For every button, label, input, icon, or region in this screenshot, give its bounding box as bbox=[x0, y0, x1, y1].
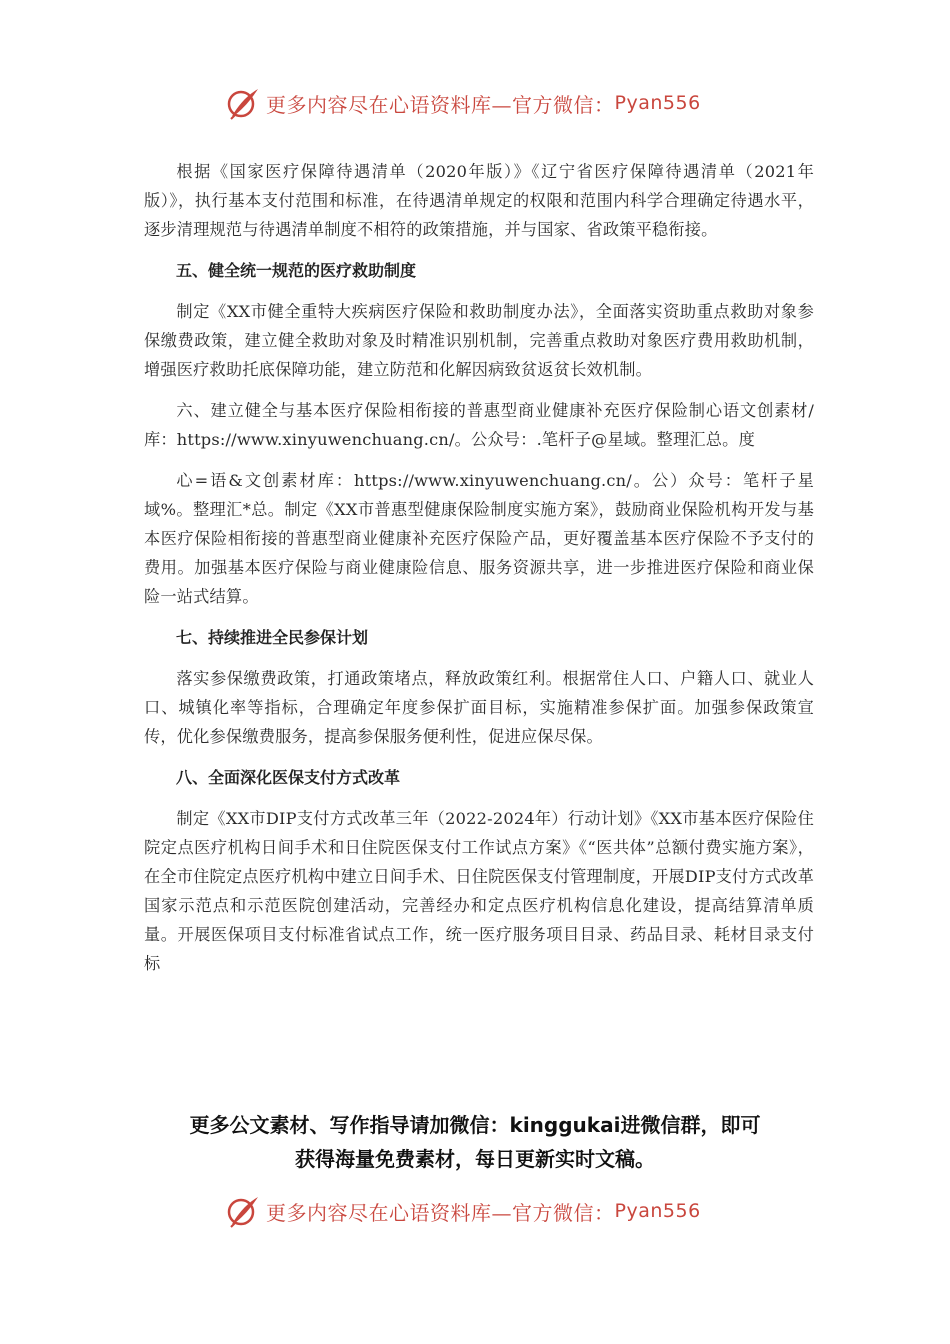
paragraph: 制定《XX市健全重特大疾病医疗保险和救助制度办法》，全面落实资助重点救助对象参保缴费政策，建立健全救助对象及时精准识别机制，完善重点救助对象医疗费用救助机制，增强医疗救助托底保障功能，建立防范和化解因病致贫返贫长效机制。 bbox=[144, 302, 814, 379]
banner-wechat-id: Pyan556 bbox=[614, 1200, 701, 1222]
section-heading-7: 七、持续推进全民参保计划 bbox=[176, 628, 369, 647]
promo-line-2: 获得海量免费素材，每日更新实时文稿。 bbox=[295, 1147, 655, 1171]
paragraph: 根据《国家医疗保障待遇清单（2020年版）》《辽宁省医疗保障待遇清单（2021年版）》，执行基本支付范围和标准，在待遇清单规定的权限和范围内科学合理确定待遇水平，逐步清理规范与待遇清单制度不相符的政策措施，并与国家、省政策平稳衔接。 bbox=[144, 162, 814, 239]
banner-text: 更多内容尽在心语资料库—官方微信： bbox=[266, 1200, 615, 1225]
quill-pen-logo-icon bbox=[226, 1194, 260, 1228]
section-heading-5: 五、健全统一规范的医疗救助制度 bbox=[176, 261, 417, 280]
section-heading-8: 八、全面深化医保支付方式改革 bbox=[176, 768, 401, 787]
paragraph: 制定《XX市DIP支付方式改革三年（2022-2024年）行动计划》《XX市基本医疗保险住院定点医疗机构日间手术和日住院医保支付工作试点方案》《“医共体”总额付费实施方案》，在全市住院定点医疗机构中建立日间手术、日住院医保支付管理制度，开展DIP支付方式改革国家示范点和示范医院创建活动，完善经办和定点医疗机构信息化建设，提高结算清单质量。开展医保项目支付标准省试点工作，统一医疗服务项目目录、药品目录、耗材目录支付标 bbox=[144, 809, 814, 973]
promo-line-1: 更多公文素材、写作指导请加微信：kinggukai进微信群，即可 bbox=[189, 1113, 761, 1137]
header-banner bbox=[226, 83, 701, 123]
paragraph: 心=语&文创素材库：https://www.xinyuwenchuang.cn/。公）众号：笔杆子星域%。整理汇*总。制定《XX市普惠型健康保险制度实施方案》，鼓励商业保险机构开发与基本医疗保险相衔接的普惠型商业健康补充医疗保险产品，更好覆盖基本医疗保险不予支付的费用。加强基本医疗保险与商业健康险信息、服务资源共享，进一步推进医疗保险和商业保险一站式结算。 bbox=[144, 471, 814, 606]
banner-text: 更多内容尽在心语资料库—官方微信： bbox=[266, 92, 615, 117]
footer-banner bbox=[226, 1191, 701, 1231]
paragraph: 六、建立健全与基本医疗保险相衔接的普惠型商业健康补充医疗保险制心语文创素材/库：https://www.xinyuwenchuang.cn/。公众号：.笔杆子@星域。整理汇总。度 bbox=[144, 401, 814, 449]
quill-pen-logo-icon bbox=[226, 86, 260, 120]
paragraph: 落实参保缴费政策，打通政策堵点，释放政策红利。根据常住人口、户籍人口、就业人口、城镇化率等指标，合理确定年度参保扩面目标，实施精准参保扩面。加强参保政策宣传，优化参保缴费服务，提高参保服务便利性，促进应保尽保。 bbox=[144, 669, 814, 746]
banner-wechat-id: Pyan556 bbox=[614, 92, 701, 114]
document-body bbox=[144, 157, 814, 990]
promo-notice bbox=[120, 1108, 830, 1176]
